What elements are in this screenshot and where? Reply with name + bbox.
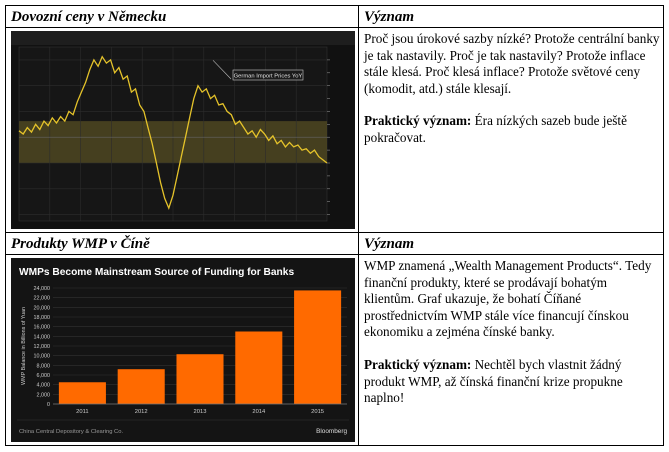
y-axis-label: WMP Balance in Billions of Yuan <box>21 306 27 386</box>
bar-2012 <box>118 369 165 404</box>
y-tick-label: 24,000 <box>33 286 50 292</box>
practical-meaning-1 <box>364 113 660 146</box>
chart-title-bar <box>11 31 355 45</box>
china-wmp-header: Produkty WMP v Číně <box>11 236 150 252</box>
y-tick-label: 18,000 <box>33 315 50 321</box>
y-tick-label: 6,000 <box>36 373 50 379</box>
german-import-prices-chart <box>11 31 355 229</box>
practical-text-1: Éra nízkých sazeb bude ještě pokračovat. <box>364 113 627 145</box>
y-tick-label: 22,000 <box>33 295 50 302</box>
practical-label-2: Praktický význam: <box>364 356 472 372</box>
bar-2015 <box>294 290 341 404</box>
y-tick-label: 20,000 <box>33 305 50 312</box>
x-tick-label: 2014 <box>252 409 266 415</box>
x-tick-label: 2015 <box>311 409 325 415</box>
meaning-text-1 <box>364 31 660 147</box>
y-tick-label: 0 <box>47 402 50 408</box>
y-tick-label: 16,000 <box>33 324 50 331</box>
meaning-paragraph-2: WMP znamená „Wealth Management Products“. Tedy finanční produkty, které se prodávají bohatým klientům. Graf ukazuje, že bohatí Číňané prostřednictvím WMP stále více financují čínskou ekonomiku a zejména čínské banky. <box>364 258 652 340</box>
meaning-header-1: Význam <box>364 9 415 25</box>
x-tick-label: 2012 <box>134 409 148 415</box>
y-tick-label: 14,000 <box>33 334 50 341</box>
y-tick-label: 4,000 <box>36 382 50 389</box>
source-label: China Central Depository & Clearing Co. <box>19 429 124 435</box>
german-import-prices-header: Dovozní ceny v Německu <box>11 9 167 25</box>
x-tick-label: 2013 <box>193 409 207 415</box>
meaning-text-2 <box>364 258 660 407</box>
practical-label-1: Praktický význam: <box>364 113 472 129</box>
bar-2013 <box>176 354 223 404</box>
y-tick-label: 10,000 <box>33 353 50 360</box>
practical-text-2: Nechtěl bych vlastnit žádný produkt WMP, až čínská finanční krize propukne naplno! <box>364 356 623 406</box>
y-tick-label: 2,000 <box>36 392 50 399</box>
content-table <box>5 5 664 446</box>
bar-2011 <box>59 382 106 404</box>
x-tick-label: 2011 <box>76 409 89 415</box>
chart-title: WMPs Become Mainstream Source of Funding for Banks <box>19 267 295 278</box>
y-tick-label: 12,000 <box>33 344 50 350</box>
bloomberg-logo: Bloomberg <box>316 428 347 435</box>
row-divider <box>6 27 663 28</box>
row-divider <box>6 232 663 233</box>
column-divider <box>358 6 359 445</box>
practical-meaning-2 <box>364 357 660 407</box>
annotation-label: German Import Prices YoY <box>233 73 303 80</box>
row-divider <box>6 254 663 255</box>
bar-2014 <box>235 332 282 405</box>
y-tick-label: 8,000 <box>36 363 50 370</box>
meaning-paragraph-1: Proč jsou úrokové sazby nízké? Protože centrální banky je tak nastavily. Proč je tak nastavily? Protože inflace stále klesá. Proč klesá inflace? Protože světové ceny (komodit, atd.) stále klesají. <box>364 31 660 96</box>
meaning-header-2: Význam <box>364 236 415 252</box>
wmp-bar-chart <box>11 258 355 442</box>
